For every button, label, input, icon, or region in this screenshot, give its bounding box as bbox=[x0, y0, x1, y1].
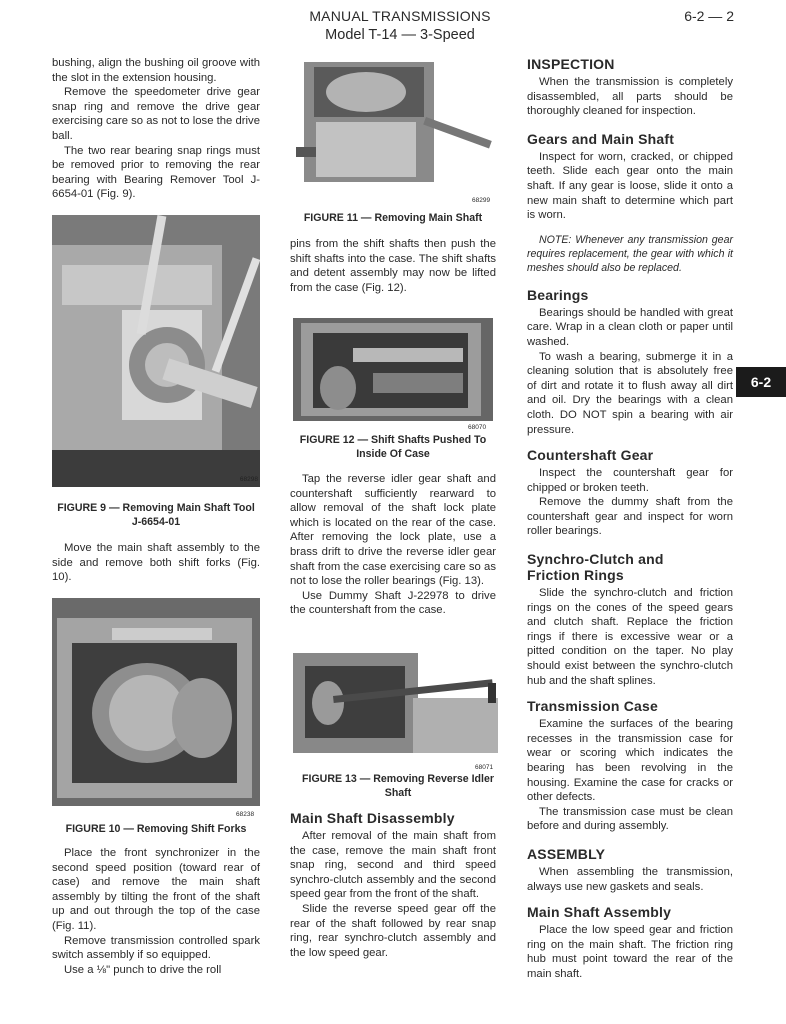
figure-13-photo bbox=[293, 648, 500, 760]
paragraph: Place the front synchronizer in the second speed position (toward rear of case) and remove the main shaft assembly by tilting the front of the shaft up and out through the top of the case (Fig. 11). bbox=[52, 847, 260, 932]
paragraph: After removal of the main shaft from the case, remove the main shaft front snap ring, second and third speed synchro-clutch assembly and the second speed gear from the front of the shaft. bbox=[290, 830, 496, 901]
figure-13-caption: FIGURE 13 — Removing Reverse Idler Shaft bbox=[302, 773, 494, 799]
heading-assembly: ASSEMBLY bbox=[527, 845, 606, 862]
paragraph: The transmission case must be clean before and during assembly. bbox=[527, 805, 733, 833]
figure-12-photo bbox=[293, 318, 493, 421]
paragraph: Examine the surfaces of the bearing recesses in the transmission case for wear or scoring which indicates the bearing has been revolving in the housing. Examine the case for cracks or other defects. bbox=[527, 718, 733, 804]
paragraph: Use a ⅛" punch to drive the roll bbox=[64, 963, 222, 976]
column-mid-top bbox=[290, 237, 496, 295]
paragraph: Tap the reverse idler gear shaft and countershaft sufficiently rearward to allow removal of the shaft lock plate which is located on the rear of the case. After removing the lock plate, use a brass drift to drive the reverse idler gear shaft from the case exercising care so as not to lose the roller bearings (Fig. 13). bbox=[290, 473, 496, 588]
paragraph: Remove the speedometer drive gear snap ring and remove the drive gear exercising care so as not to lose the drive ball. bbox=[52, 86, 260, 142]
paragraph: pins from the shift shafts then push the shift shafts into the case. The shift shafts and detent assembly may now be lifted from the case (Fig. 12). bbox=[290, 238, 496, 294]
figure-9-caption: FIGURE 9 — Removing Main Shaft Tool J-6654-01 bbox=[57, 502, 255, 528]
heading-bearings: Bearings bbox=[527, 286, 589, 303]
figure-13-number: 68071 bbox=[475, 764, 494, 771]
note-paragraph bbox=[527, 233, 733, 275]
paragraph: Use Dummy Shaft J-22978 to drive the countershaft from the case. bbox=[290, 589, 496, 617]
paragraph: When assembling the transmission, always use new gaskets and seals. bbox=[527, 865, 733, 893]
heading-synchro-clutch: Synchro-Clutch and Friction Rings bbox=[527, 551, 664, 584]
model-subtitle: Model T-14 — 3-Speed bbox=[325, 27, 475, 43]
paragraph: Remove transmission controlled spark switch assembly if so equipped. bbox=[52, 934, 260, 962]
figure-10-caption: FIGURE 10 — Removing Shift Forks bbox=[65, 823, 247, 835]
heading-transmission-case: Transmission Case bbox=[527, 698, 659, 715]
heading-countershaft-gear: Countershaft Gear bbox=[527, 447, 654, 464]
paragraph: Inspect for worn, cracked, or chipped teeth. Slide each gear onto the main shaft. If any gear is loose, slide it onto a new main shaft to determine which part is worn. bbox=[527, 150, 733, 222]
paragraph: Remove the dummy shaft from the countershaft gear and inspect for worn roller bearings. bbox=[527, 496, 733, 538]
figure-11-caption: FIGURE 11 — Removing Main Shaft bbox=[303, 212, 483, 224]
figure-11-photo bbox=[296, 57, 492, 195]
column-left-mid bbox=[52, 541, 260, 585]
shift-forks-illustration bbox=[52, 598, 260, 806]
column-right bbox=[527, 56, 733, 982]
paragraph: To wash a bearing, submerge it in a cleaning solution that is absolutely free of dirt and rotate it to flush away all dirt and oil. Dry the bearings with a clean cloth. DO NOT spin a bearing with air pressure. bbox=[527, 350, 733, 436]
column-left bbox=[52, 56, 260, 202]
heading-main-shaft-disassembly: Main Shaft Disassembly bbox=[290, 810, 455, 826]
figure-9-number: 68298 bbox=[239, 476, 258, 483]
section-tab: 6-2 bbox=[736, 367, 786, 397]
paragraph: Slide the synchro-clutch and friction rings on the cones of the speed gears and clutch shaft. Replace the friction rings if there is excessive wear or a pitted condition on the taper. No play should exist between the synchro-clutch hub and the shaft splines. bbox=[527, 587, 733, 687]
reverse-idler-shaft-illustration bbox=[293, 648, 500, 760]
heading-main-shaft-assembly: Main Shaft Assembly bbox=[527, 904, 672, 921]
manual-title: MANUAL TRANSMISSIONS bbox=[309, 8, 491, 24]
column-left-bottom bbox=[52, 846, 260, 977]
figure-9-photo bbox=[52, 215, 260, 487]
heading-inspection: INSPECTION bbox=[527, 56, 615, 72]
shift-shafts-illustration bbox=[293, 318, 493, 421]
page-header bbox=[300, 8, 500, 43]
paragraph: The two rear bearing snap rings must be removed prior to removing the rear bearing with Bearing Remover Tool J-6654-01 (Fig. 9). bbox=[52, 144, 260, 201]
paragraph: Inspect the countershaft gear for chipped or broken teeth. bbox=[527, 467, 733, 494]
note-label: NOTE: bbox=[539, 233, 572, 246]
figure-12-number: 68070 bbox=[468, 424, 487, 431]
column-mid-mid bbox=[290, 472, 496, 618]
heading-gears-main-shaft: Gears and Main Shaft bbox=[527, 130, 675, 147]
paragraph: bushing, align the bushing oil groove with the slot in the extension housing. bbox=[52, 57, 260, 84]
page-number: 6-2 — 2 bbox=[684, 8, 734, 24]
main-shaft-removal-illustration bbox=[296, 57, 492, 195]
paragraph: When the transmission is completely disassembled, all parts should be thoroughly cleaned for inspection. bbox=[527, 76, 733, 118]
figure-10-number: 68238 bbox=[236, 811, 255, 818]
paragraph: Bearings should be handled with great care. Wrap in a clean cloth or paper until washed. bbox=[527, 306, 733, 348]
paragraph: Slide the reverse speed gear off the rear of the shaft followed by rear snap ring, rear synchro-clutch assembly and the low speed gear. bbox=[290, 902, 496, 959]
figure-10-photo bbox=[52, 598, 260, 806]
figure-12-caption: FIGURE 12 — Shift Shafts Pushed To Inside Of Case bbox=[299, 434, 487, 460]
paragraph: Move the main shaft assembly to the side and remove both shift forks (Fig. 10). bbox=[52, 542, 260, 584]
note-text: Whenever any transmission gear requires replacement, the gear with which it meshes should also be replaced. bbox=[527, 233, 733, 274]
figure-11-number: 68299 bbox=[472, 197, 491, 204]
paragraph: Place the low speed gear and friction ring on the main shaft. The friction ring hub must point toward the rear of the main shaft. bbox=[527, 924, 733, 980]
column-mid-bottom bbox=[290, 810, 496, 960]
bearing-remover-illustration bbox=[52, 215, 260, 487]
